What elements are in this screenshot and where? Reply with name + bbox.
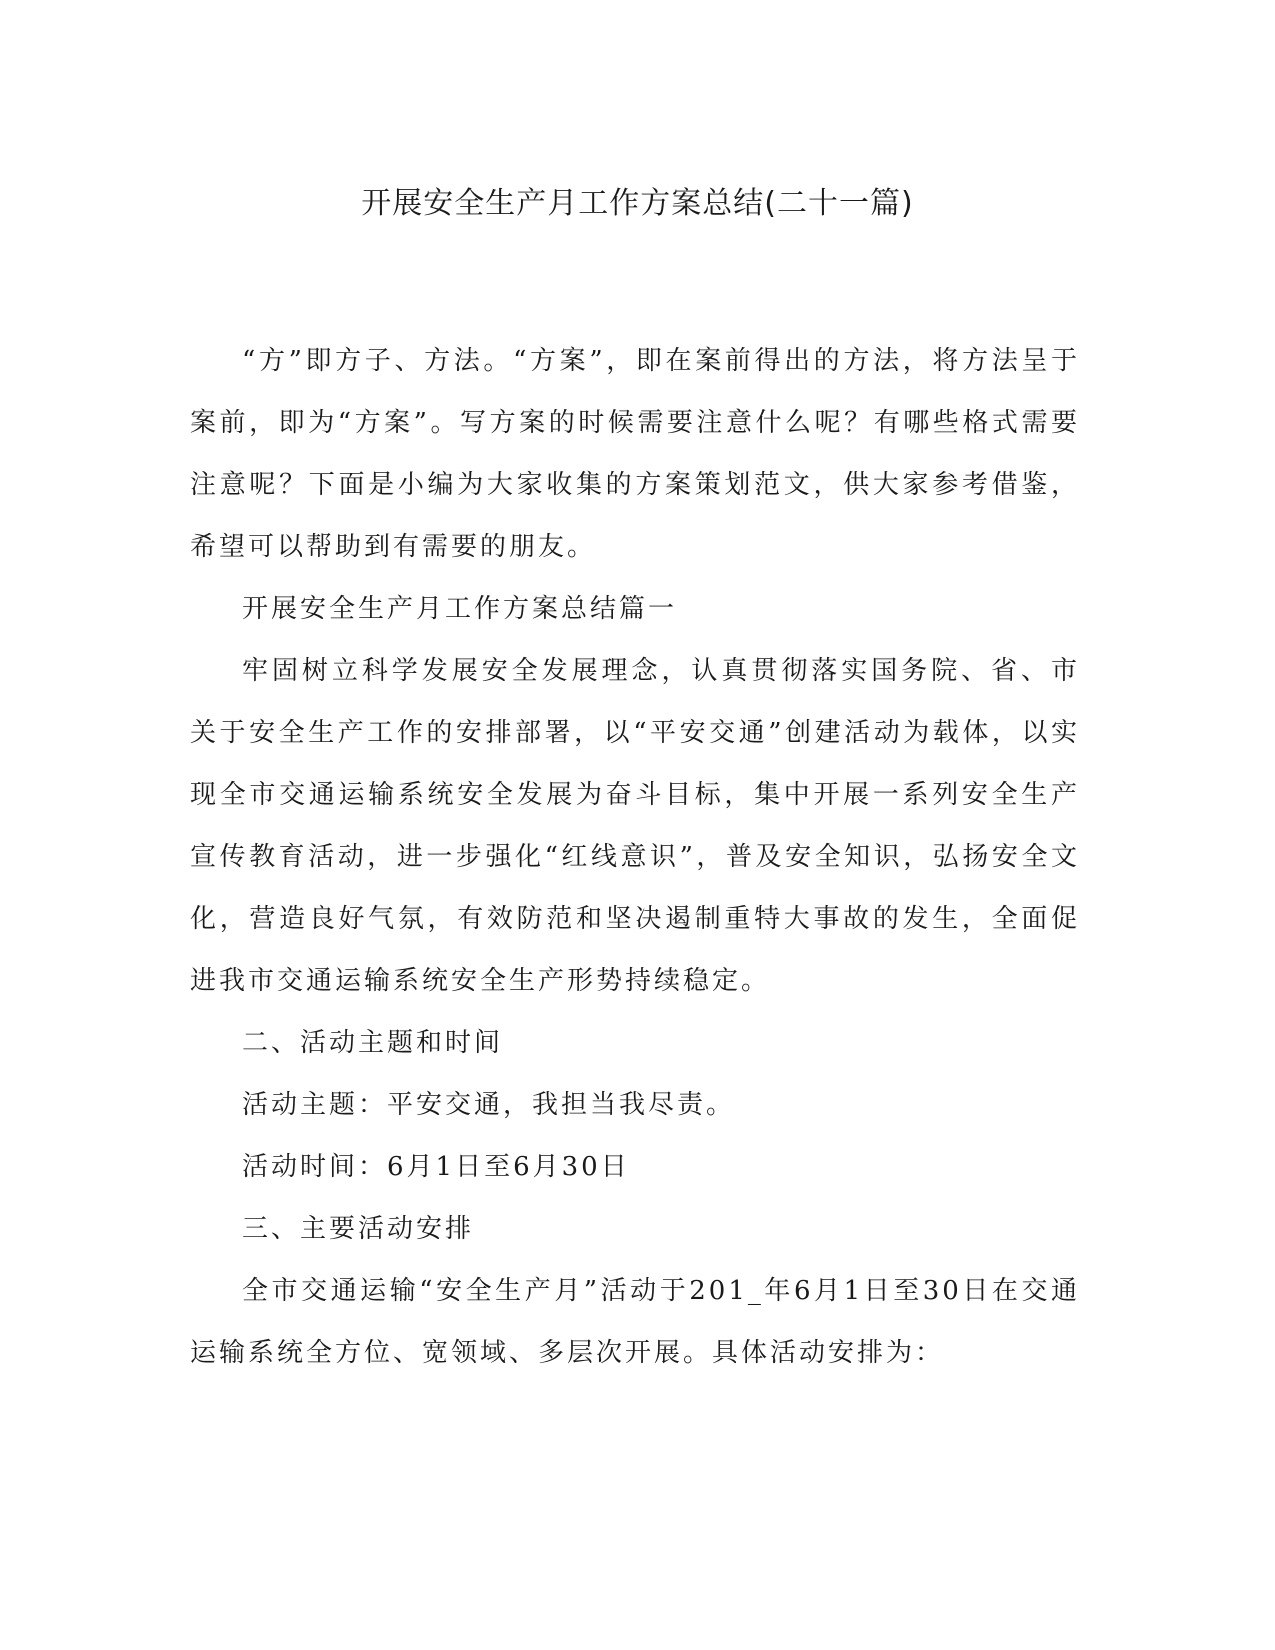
document-body: [190, 330, 1080, 1384]
section-heading-part-one: 开展安全生产月工作方案总结篇一: [242, 594, 678, 624]
arrangements-paragraph: 全市交通运输“安全生产月”活动于201_年6月1日至30日在交通运输系统全方位、宽领域、多层次开展。具体活动安排为：: [190, 1276, 1080, 1368]
section-heading-arrangements: 三、主要活动安排: [242, 1214, 475, 1244]
intro-paragraph: “方”即方子、方法。“方案”，即在案前得出的方法，将方法呈于案前，即为“方案”。写方案的时候需要注意什么呢？有哪些格式需要注意呢？下面是小编为大家收集的方案策划范文，供大家参考借鉴，希望可以帮助到有需要的朋友。: [190, 346, 1080, 562]
purpose-paragraph: 牢固树立科学发展安全发展理念，认真贯彻落实国务院、省、市关于安全生产工作的安排部署，以“平安交通”创建活动为载体，以实现全市交通运输系统安全发展为奋斗目标，集中开展一系列安全生产宣传教育活动，进一步强化“红线意识”，普及安全知识，弘扬安全文化，营造良好气氛，有效防范和坚决遏制重特大事故的发生，全面促进我市交通运输系统安全生产形势持续稳定。: [190, 656, 1080, 996]
document-title: 开展安全生产月工作方案总结(二十一篇): [361, 186, 914, 221]
activity-theme-line: 活动主题：平安交通，我担当我尽责。: [242, 1090, 736, 1120]
activity-time-line: 活动时间：6月1日至6月30日: [242, 1152, 630, 1182]
section-heading-theme-time: 二、活动主题和时间: [242, 1028, 504, 1058]
